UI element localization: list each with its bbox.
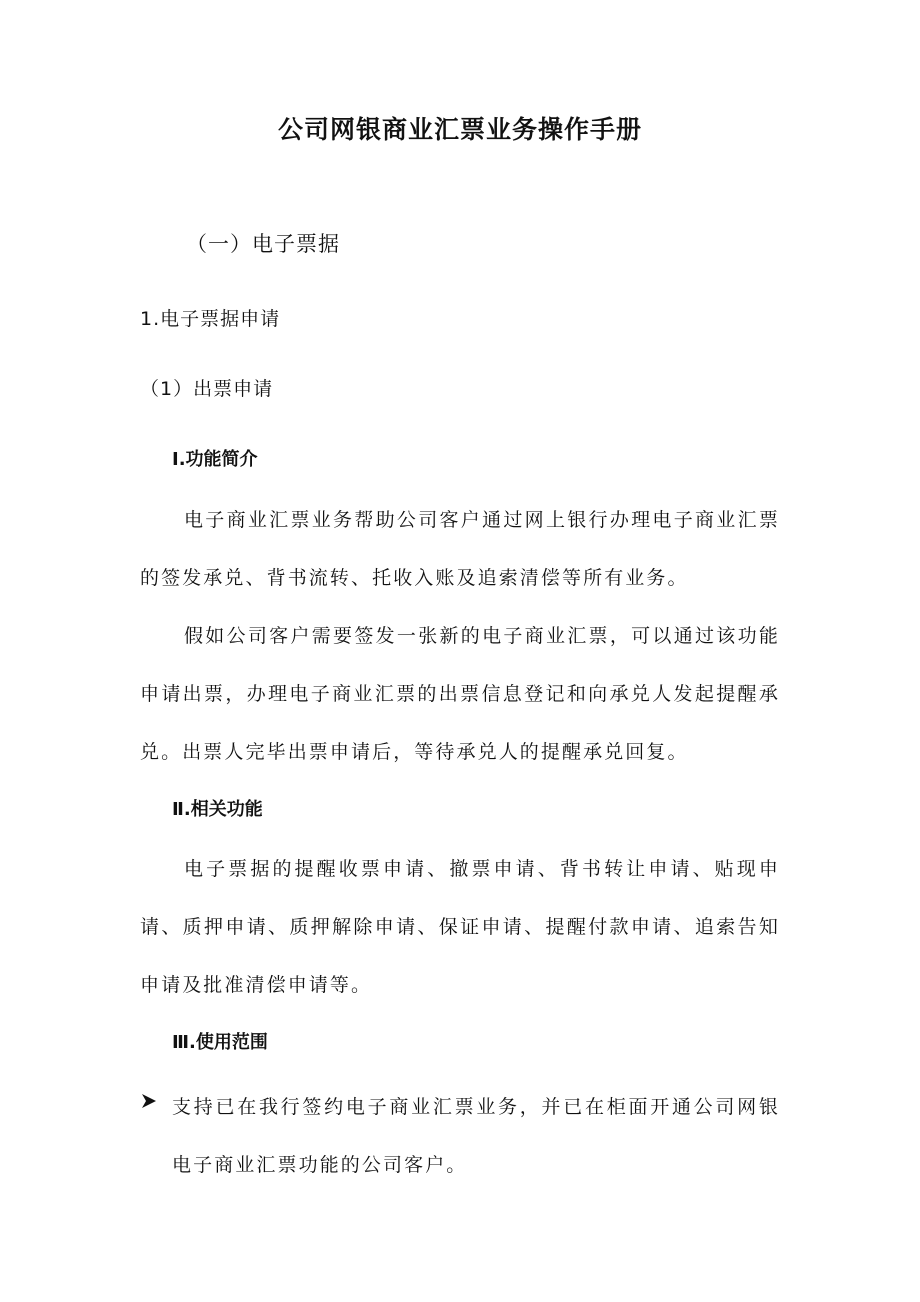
item-heading: 1.电子票据申请	[140, 308, 281, 330]
section-heading: （一）电子票据	[186, 232, 340, 256]
scope-heading: Ⅲ.使用范围	[172, 1032, 268, 1053]
related-functions-heading: Ⅱ.相关功能	[172, 799, 263, 820]
function-intro-paragraph-2: 假如公司客户需要签发一张新的电子商业汇票，可以通过该功能申请出票，办理电子商业汇票的出票信息登记和向承兑人发起提醒承兑。出票人完毕出票申请后，等待承兑人的提醒承兑回复。	[140, 625, 780, 763]
function-intro-paragraph-1: 电子商业汇票业务帮助公司客户通过网上银行办理电子商业汇票的签发承兑、背书流转、托收入账及追索清偿等所有业务。	[140, 509, 780, 589]
arrowhead-bullet-icon	[140, 1092, 158, 1110]
function-intro-heading: Ⅰ.功能简介	[172, 449, 258, 470]
related-functions-paragraph: 电子票据的提醒收票申请、撤票申请、背书转让申请、贴现申请、质押申请、质押解除申请、保证申请、提醒付款申请、追索告知申请及批准清偿申请等。	[140, 858, 780, 996]
document-title: 公司网银商业汇票业务操作手册	[277, 115, 642, 144]
sub-heading: （1）出票申请	[140, 378, 274, 400]
scope-bullet-text: 支持已在我行签约电子商业汇票业务，并已在柜面开通公司网银电子商业汇票功能的公司客户。	[172, 1096, 780, 1176]
